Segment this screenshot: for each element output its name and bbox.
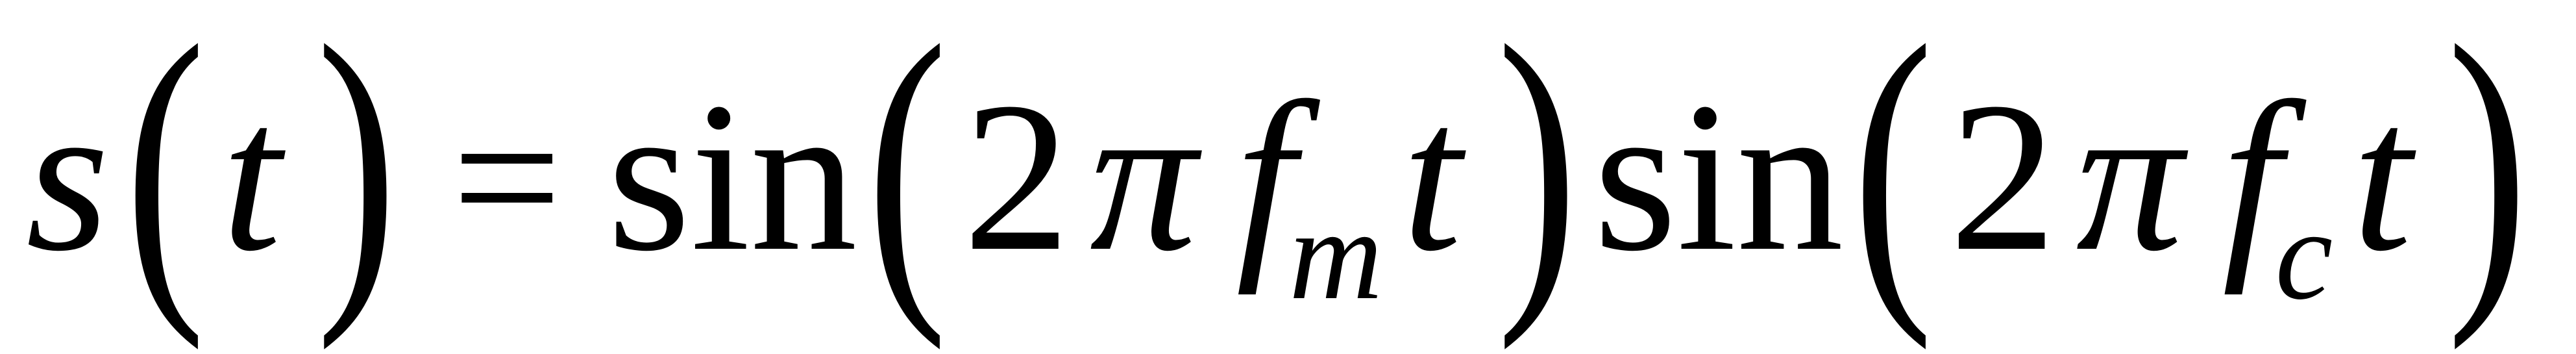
term2-freq-subscript: c [2275,183,2333,327]
lhs-function-symbol: s [26,58,110,296]
term2-close-paren: ) [2447,0,2528,351]
term1-pi: π [1089,58,1197,296]
term2-variable: t [2352,58,2412,296]
lhs-variable: t [221,58,282,296]
term2-function: sin [1593,58,1844,296]
term1-function: sin [607,58,857,296]
term2-coefficient: 2 [1949,58,2057,296]
lhs-open-paren: ( [125,0,206,351]
term1-variable: t [1402,58,1462,296]
term1-open-paren: ( [866,0,948,351]
term1-freq-symbol: f [1236,58,1295,296]
term1-freq-subscript: m [1288,183,1383,327]
lhs-close-paren: ) [316,0,398,351]
equals-sign: = [452,69,562,285]
term1-close-paren: ) [1497,0,1578,351]
term1-coefficient: 2 [963,58,1070,296]
term2-freq-symbol: f [2222,58,2282,296]
term2-pi: π [2076,58,2183,296]
term2-open-paren: ( [1852,0,1934,351]
